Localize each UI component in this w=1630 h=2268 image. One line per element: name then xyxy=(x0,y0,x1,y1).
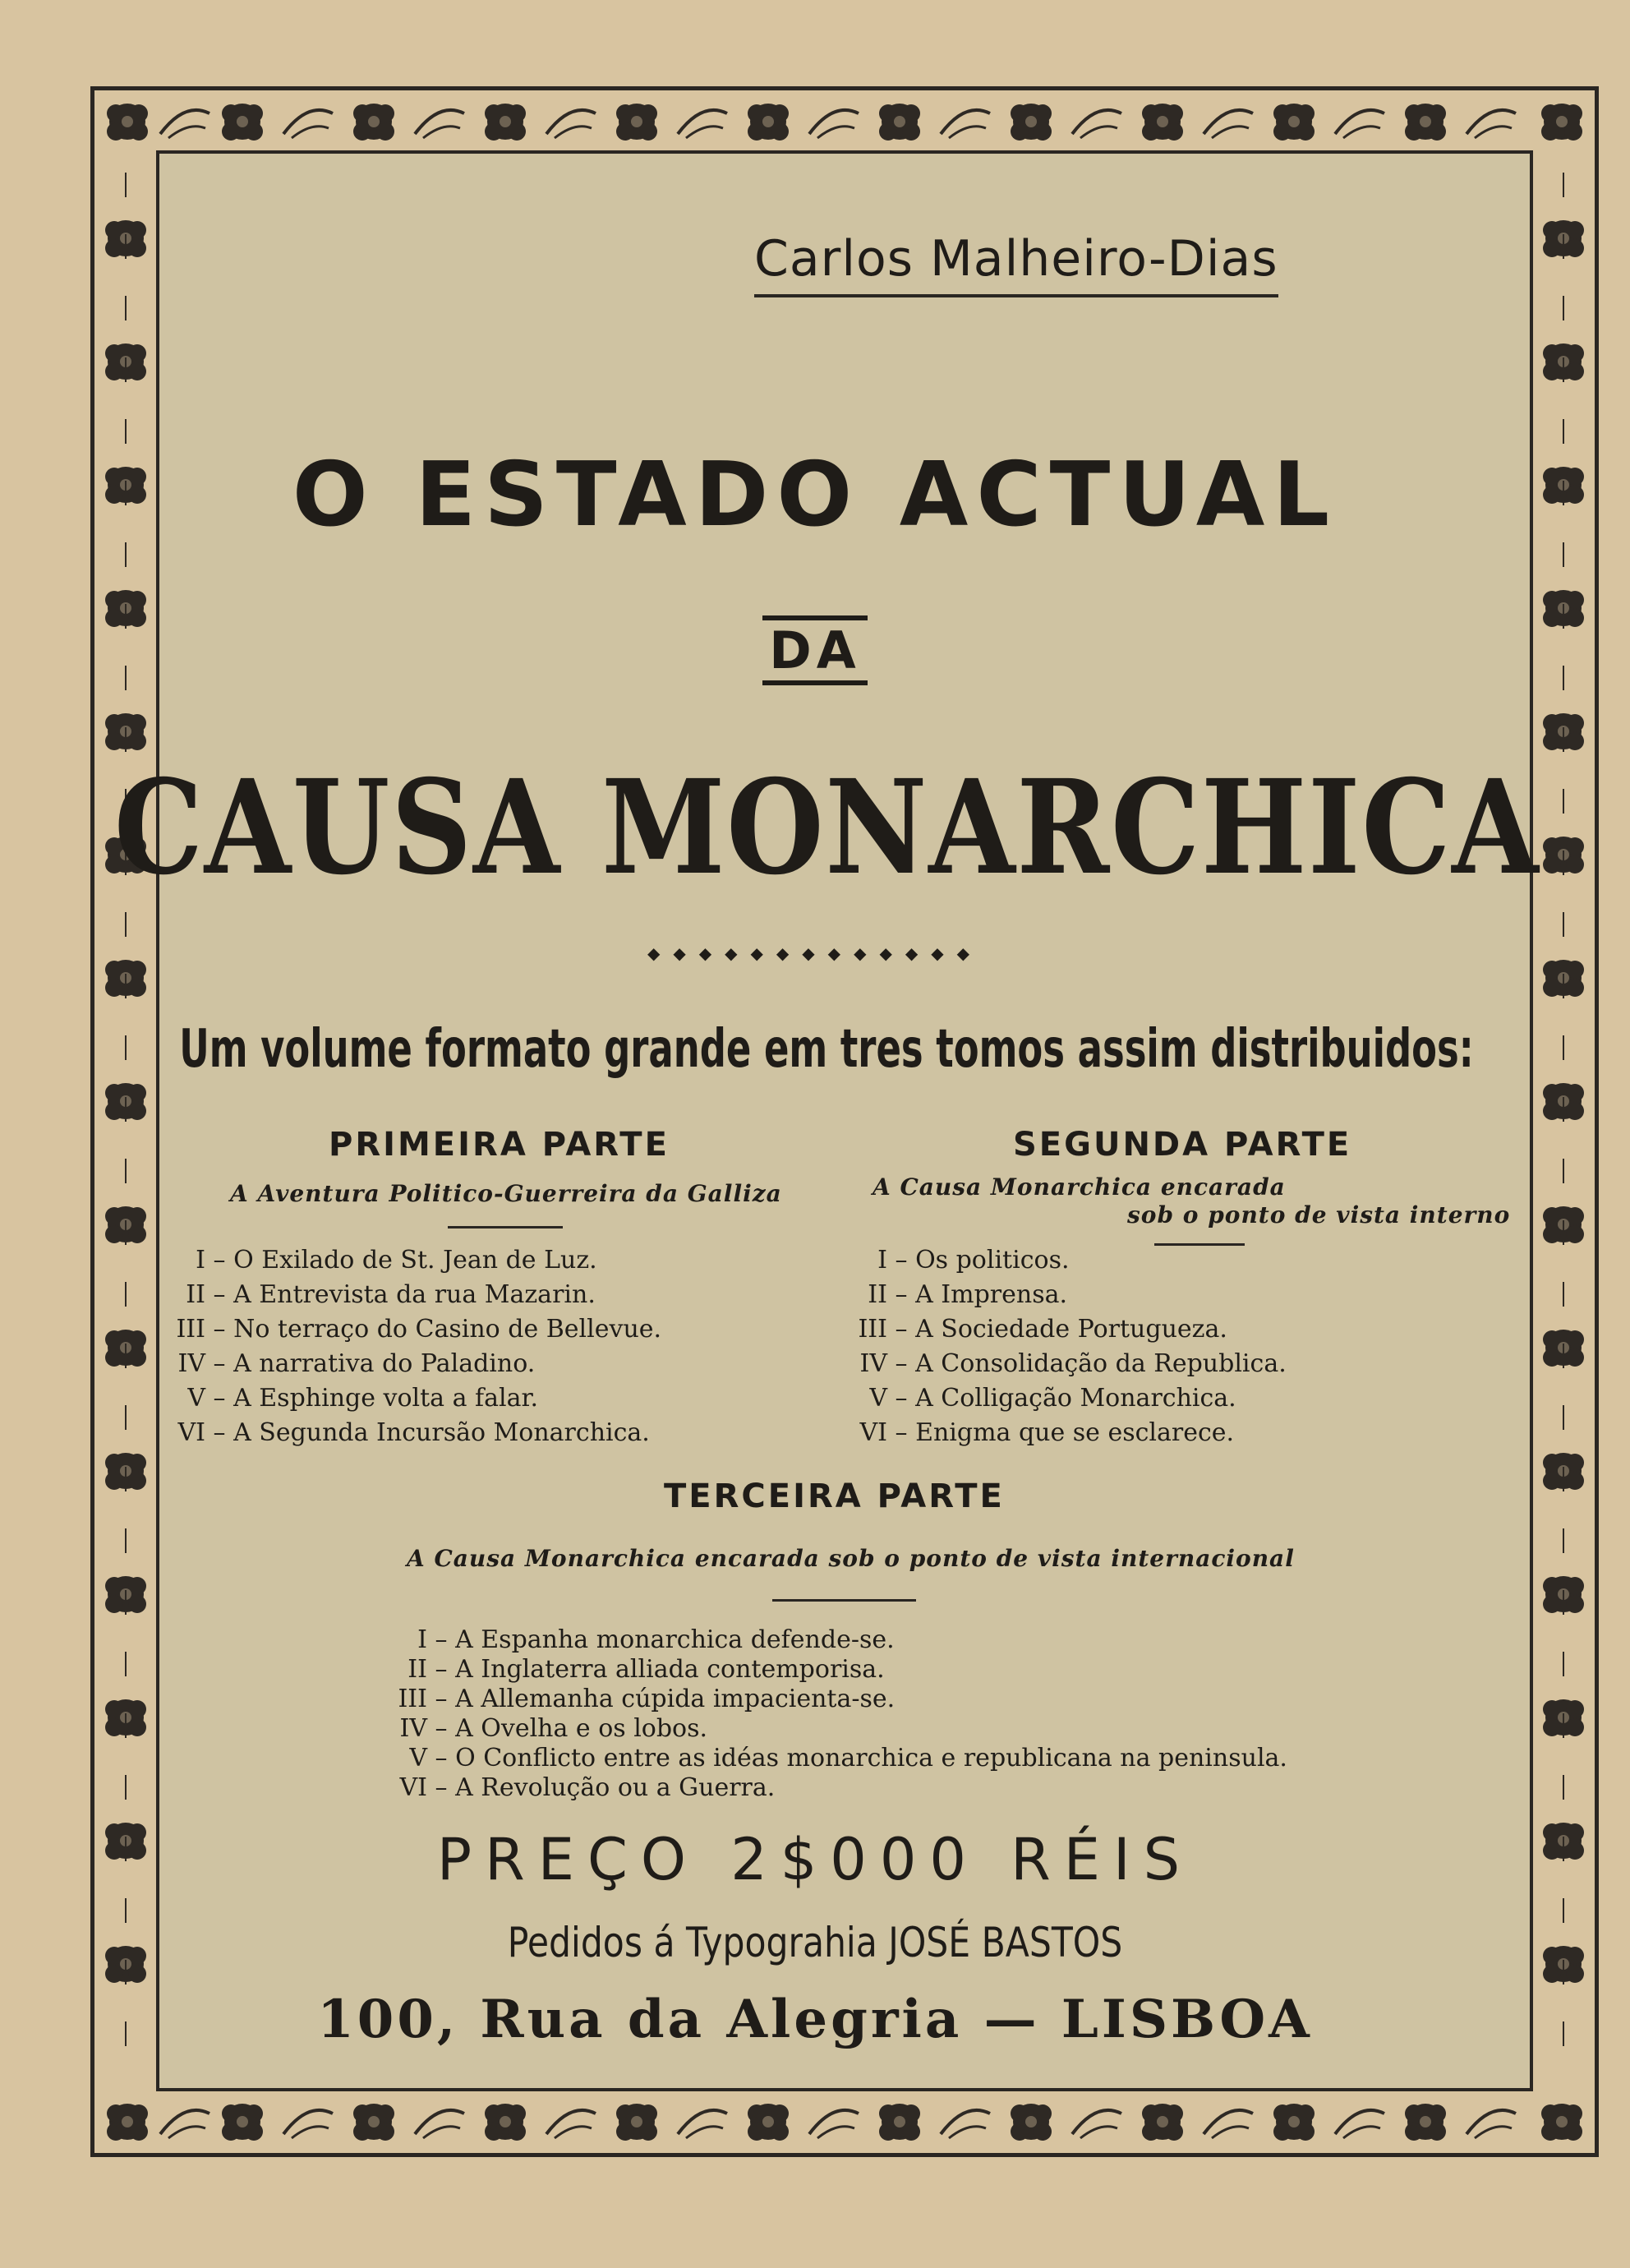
list-item: II – A Entrevista da rua Mazarin. xyxy=(186,1280,596,1309)
border-top xyxy=(107,104,1582,141)
list-item: VI – A Segunda Incursão Monarchica. xyxy=(177,1418,650,1447)
part-two-subtitle-2: sob o ponto de vista interno xyxy=(1127,1201,1511,1228)
part-two-title: SEGUNDA PARTE xyxy=(1013,1126,1352,1164)
list-item: IV – A Ovelha e os lobos. xyxy=(399,1714,708,1743)
list-item: VI – A Revolução ou a Guerra. xyxy=(399,1773,776,1802)
author-name: Carlos Malheiro-Dias xyxy=(754,230,1278,297)
title-line-2-text: DA xyxy=(762,615,867,685)
orders-line: Pedidos á Typograhia JOSÉ BASTOS xyxy=(507,1919,1123,1966)
list-item: IV – A narrativa do Paladino. xyxy=(177,1349,536,1378)
part-one-subtitle: A Aventura Politico-Guerreira da Galliza xyxy=(230,1180,782,1207)
list-item: II – A Imprensa. xyxy=(868,1280,1068,1309)
list-item: VI – Enigma que se esclarece. xyxy=(859,1418,1235,1447)
part-one-rule xyxy=(448,1226,563,1228)
list-item: I – Os politicos. xyxy=(877,1246,1070,1275)
border-bottom xyxy=(107,2104,1582,2141)
list-item: V – O Conflicto entre as idéas monarchica e republicana na peninsula. xyxy=(409,1744,1287,1772)
part-three-subtitle: A Causa Monarchica encarada sob o ponto de vista internacional xyxy=(407,1545,1295,1572)
list-item: III – A Allemanha cúpida impacienta-se. xyxy=(398,1685,896,1713)
list-item: V – A Colligação Monarchica. xyxy=(869,1384,1236,1413)
part-two-subtitle-1: A Causa Monarchica encarada xyxy=(873,1173,1286,1201)
part-three-chapters xyxy=(370,1625,1287,1803)
part-three-title: TERCEIRA PARTE xyxy=(664,1477,1005,1515)
title-line-1: O ESTADO ACTUAL xyxy=(292,444,1338,546)
list-item: V – A Esphinge volta a falar. xyxy=(187,1384,539,1413)
list-item: III – A Sociedade Portugueza. xyxy=(858,1315,1227,1344)
diamond-ornament: ◆◆◆◆◆◆◆◆◆◆◆◆◆ xyxy=(647,943,983,963)
address-line: 100, Rua da Alegria — LISBOA xyxy=(317,1989,1313,2050)
part-one-title: PRIMEIRA PARTE xyxy=(329,1126,670,1164)
list-item: III – No terraço do Casino de Bellevue. xyxy=(176,1315,662,1344)
title-line-2 xyxy=(0,620,1630,680)
part-two-chapters xyxy=(830,1243,1287,1450)
list-item: I – O Exilado de St. Jean de Luz. xyxy=(196,1246,597,1275)
volume-description: Um volume formato grande em tres tomos assim distribuidos: xyxy=(179,1019,1474,1080)
list-item: II – A Inglaterra alliada contemporisa. xyxy=(408,1655,885,1684)
list-item: IV – A Consolidação da Republica. xyxy=(859,1349,1287,1378)
list-item: I – A Espanha monarchica defende-se. xyxy=(417,1625,895,1654)
part-one-chapters xyxy=(148,1243,661,1450)
title-line-3: CAUSA MONARCHICA xyxy=(113,752,1540,904)
part-three-rule xyxy=(772,1599,916,1602)
price: PREÇO 2$000 RÉIS xyxy=(436,1826,1194,1893)
